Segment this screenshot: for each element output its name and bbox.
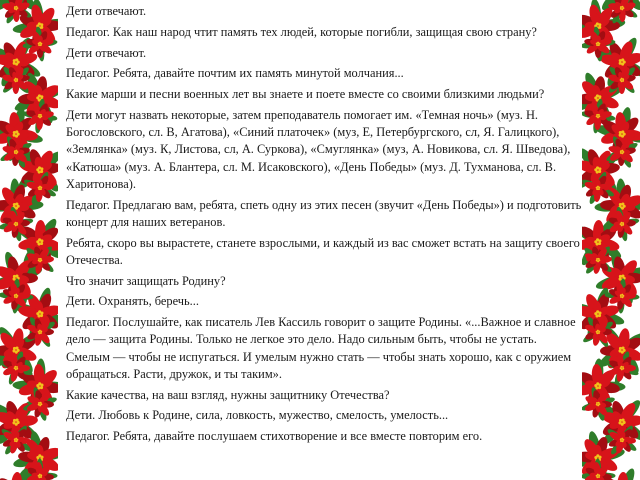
paragraph: Дети. Охранять, беречь...: [66, 294, 199, 309]
paragraph: Педагог. Как наш народ чтит память тех людей, которые погибли, защищая свою страну?: [66, 24, 537, 39]
poinsettia-border-right: [582, 0, 640, 480]
paragraph: Какие качества, на ваш взгляд, нужны защитнику Отечества?: [66, 387, 390, 402]
left-floral-border: [0, 0, 58, 480]
paragraph: Ребята, скоро вы вырастете, станете взрослыми, и каждый из вас сможет встать на защиту своего Отечества.: [66, 235, 580, 267]
paragraph: Что значит защищать Родину?: [66, 273, 226, 288]
paragraph: Какие марши и песни военных лет вы знаете и поете вместе со своими близкими людьми?: [66, 87, 545, 102]
paragraph: Дети. Любовь к Родине, сила, ловкость, мужество, смелость, умелость...: [66, 408, 449, 423]
paragraph: Педагог. Ребята, давайте послушаем стихотворение и все вместе повторим его.: [66, 429, 483, 444]
paragraph: Педагог. Предлагаю вам, ребята, спеть одну из этих песен (звучит «День Победы») и подготовить концерт для наших ветеранов.: [66, 197, 582, 229]
paragraph: Педагог. Послушайте, как писатель Лев Кассиль говорит о защите Родины. «...Важное и славное дело — защита Родины. Только не легкое это дело. Надо сильным быть, чтобы не устать. Смелым — чтобы не испугаться. И умелым нужно стать — чтобы знать хорошо, как с оружием обращаться. Расти, дружок, и ты таким».: [66, 315, 576, 381]
paragraph: Дети отвечают.: [66, 45, 147, 60]
poinsettia-border-left: [0, 0, 58, 480]
paragraph: Педагог. Ребята, давайте почтим их память минутой молчания...: [66, 66, 404, 81]
paragraph: Дети могут назвать некоторые, затем преподаватель помогает им. «Темная ночь» (муз. Н. Богословского, сл. В, Агатова), «Синий платочек» (муз, Е, Петербургского, сл, Я. Галицкого), «Землянка» (муз. К, Листова, сл, А. Суркова), «Смуглянка» (муз, А. Новикова, сл. Я. Шведова), «Катюша» (муз. А. Блантера, сл. М. Исаковского), «День Победы» (муз. Д. Тухманова, сл. В. Харитонова).: [66, 107, 571, 191]
paragraph: Дети отвечают.: [66, 4, 147, 18]
document-text: [66, 0, 582, 480]
right-floral-border: [582, 0, 640, 480]
